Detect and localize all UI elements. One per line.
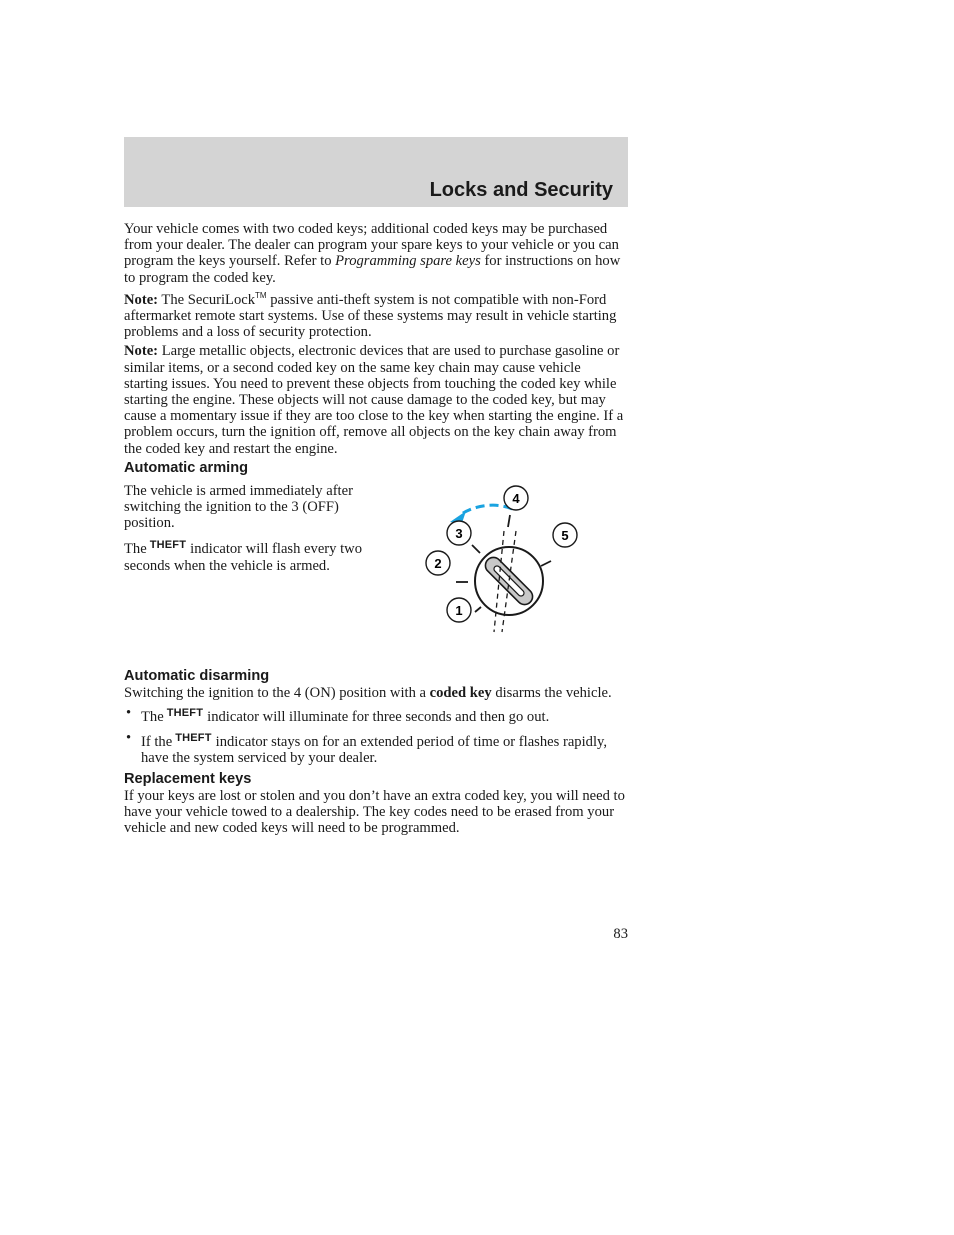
automatic-arming-heading: Automatic arming	[124, 459, 249, 476]
intro-text-end: for instructions on how to program the coded key.	[124, 253, 621, 286]
position-label-5	[553, 523, 577, 547]
disarming-paragraph	[124, 685, 628, 701]
position-label-2	[426, 551, 450, 575]
disarming-text: Switching the ignition to the 4 (ON) position with a	[124, 684, 430, 701]
section-title: Locks and Security	[429, 179, 613, 201]
svg-text:5: 5	[561, 527, 569, 543]
position-tick	[475, 607, 481, 612]
bullet-text: The	[141, 709, 164, 726]
disarming-bullet-list	[124, 705, 628, 767]
intro-paragraph	[124, 221, 628, 286]
list-item	[124, 705, 628, 725]
bullet-text-end: indicator stays on for an extended period of time or flashes rapidly, have the system serviced by your dealer.	[141, 734, 608, 767]
position-tick	[472, 545, 480, 553]
svg-text:3: 3	[455, 525, 463, 541]
note2-text: Large metallic objects, electronic devices that are used to purchase gasoline or similar items, or a second coded key on the same key chain may cause vehicle starting issues. You need to prevent these objects from touching the coded key while starting the engine. These objects will not cause damage to the coded key, but may cause a momentary issue if they are too close to the key when starting the engine. If a problem occurs, turn the ignition off, remove all objects on the key chain away from the coded key and restart the engine.	[124, 343, 624, 457]
position-label-3	[447, 521, 471, 545]
section-header-bar	[124, 137, 628, 207]
position-tick	[508, 515, 510, 527]
rotation-arrow	[460, 505, 512, 515]
trademark-mark: TM	[255, 290, 267, 300]
arming-theft-text: The	[124, 541, 147, 558]
note1-text: The SecuriLock	[158, 291, 256, 308]
intro-text: Your vehicle comes with two coded keys; additional coded keys may be purchased from your dealer. The dealer can program your spare keys to your vehicle or you can program the keys yourself. Refer to	[124, 221, 619, 270]
page-number: 83	[613, 926, 628, 942]
replacement-paragraph: If your keys are lost or stolen and you don’t have an extra coded key, you will need to have your vehicle towed to a dealership. The key codes need to be erased from your vehicle and new coded keys will need to be programmed.	[124, 787, 625, 837]
automatic-arming-text	[124, 483, 376, 576]
note-label: Note:	[124, 291, 159, 308]
replacement-keys-heading: Replacement keys	[124, 770, 252, 787]
svg-text:4: 4	[512, 490, 520, 506]
arming-paragraph: The vehicle is armed immediately after switching the ignition to the 3 (OFF) position.	[124, 482, 353, 532]
arming-theft-paragraph	[124, 537, 376, 573]
disarming-text-end: disarms the vehicle.	[491, 684, 612, 701]
note-paragraph-1	[124, 288, 628, 341]
note-label: Note:	[124, 343, 159, 360]
bullet-text-end: indicator will illuminate for three seconds and then go out.	[207, 709, 550, 726]
bullet-icon: •	[126, 705, 132, 722]
theft-indicator-label: THEFT	[175, 732, 212, 745]
note1-text-end: passive anti-theft system is not compatible with non-Ford aftermarket remote start systems. Use of these systems may result in vehicle starting problems and a loss of security protection.	[124, 291, 617, 341]
ignition-switch-diagram	[422, 477, 592, 657]
position-tick	[541, 561, 551, 566]
position-label-1	[447, 598, 471, 622]
svg-text:2: 2	[434, 555, 442, 571]
position-label-4	[504, 486, 528, 510]
automatic-disarming-heading: Automatic disarming	[124, 667, 270, 684]
coded-key-bold: coded key	[429, 684, 492, 701]
list-item	[124, 730, 628, 766]
svg-text:1: 1	[455, 602, 463, 618]
programming-spare-keys-reference: Programming spare keys	[335, 253, 481, 270]
theft-indicator-label: THEFT	[149, 539, 187, 552]
page-content	[124, 221, 628, 838]
arming-theft-text-end: indicator will flash every two seconds when the vehicle is armed.	[124, 541, 362, 574]
automatic-arming-section	[124, 477, 628, 667]
bullet-icon: •	[126, 730, 132, 747]
note-paragraph-2	[124, 343, 628, 456]
bullet-text: If the	[141, 734, 173, 751]
theft-indicator-label: THEFT	[166, 707, 204, 720]
